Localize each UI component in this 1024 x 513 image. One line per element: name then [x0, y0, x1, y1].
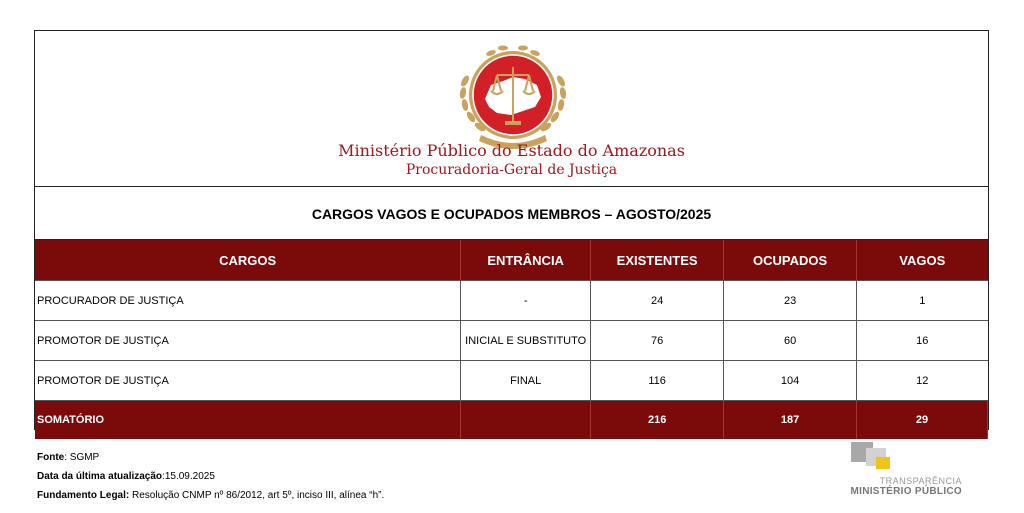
col-header-ocupados: OCUPADOS	[724, 240, 857, 281]
cell-ocupados: 104	[724, 361, 857, 401]
cell-ocupados: 23	[724, 281, 857, 321]
table-row	[35, 321, 988, 361]
col-header-cargos: CARGOS	[35, 240, 461, 281]
col-header-entrancia: ENTRÂNCIA	[461, 240, 591, 281]
page-title: CARGOS VAGOS E OCUPADOS MEMBROS – AGOSTO/2025	[35, 188, 988, 240]
data-label: Data da última atualização	[37, 471, 163, 482]
transparencia-line2: MINISTÉRIO PÚBLICO	[850, 486, 962, 497]
table-row	[35, 281, 988, 321]
transparencia-logo	[846, 440, 966, 502]
cell-ocupados: 60	[724, 321, 857, 361]
table-header-row	[35, 240, 988, 281]
cell-total-label: SOMATÓRIO	[35, 401, 461, 440]
transparencia-line1: TRANSPARÊNCIA	[879, 476, 962, 486]
cell-total-existentes: 216	[591, 401, 724, 440]
cell-vagos: 1	[857, 281, 988, 321]
footer-notes	[37, 448, 384, 505]
footer-data	[37, 467, 384, 486]
cell-cargo: PROMOTOR DE JUSTIÇA	[35, 321, 461, 361]
fonte-value: : SGMP	[64, 452, 100, 463]
cell-existentes: 116	[591, 361, 724, 401]
cell-vagos: 12	[857, 361, 988, 401]
cell-cargo: PROCURADOR DE JUSTIÇA	[35, 281, 461, 321]
total-row	[35, 401, 988, 440]
col-header-existentes: EXISTENTES	[591, 240, 724, 281]
table-row	[35, 361, 988, 401]
cargos-table	[35, 240, 988, 439]
transparencia-square-icon	[876, 457, 890, 469]
org-subtitle: Procuradoria-Geral de Justiça	[405, 162, 618, 178]
cell-total-ocupados: 187	[724, 401, 857, 440]
cell-total-entrancia	[461, 401, 591, 440]
cell-entrancia: FINAL	[461, 361, 591, 401]
cell-cargo: PROMOTOR DE JUSTIÇA	[35, 361, 461, 401]
cell-existentes: 76	[591, 321, 724, 361]
cell-total-vagos: 29	[857, 401, 988, 440]
fundamento-value: Resolução CNMP nº 86/2012, art 5º, inciso III, alínea “h”.	[129, 490, 385, 501]
cell-entrancia: INICIAL E SUBSTITUTO	[461, 321, 591, 361]
cell-existentes: 24	[591, 281, 724, 321]
data-value: :15.09.2025	[162, 471, 215, 482]
fonte-label: Fonte	[37, 452, 65, 463]
mpam-seal-icon	[451, 41, 575, 151]
document-header	[35, 31, 988, 187]
fundamento-label: Fundamento Legal:	[37, 490, 130, 501]
cell-vagos: 16	[857, 321, 988, 361]
col-header-vagos: VAGOS	[857, 240, 988, 281]
footer-fonte	[37, 448, 384, 467]
cell-entrancia: -	[461, 281, 591, 321]
document-frame	[34, 30, 989, 430]
org-name: Ministério Público do Estado do Amazonas	[338, 141, 685, 160]
footer-fundamento	[37, 486, 384, 505]
